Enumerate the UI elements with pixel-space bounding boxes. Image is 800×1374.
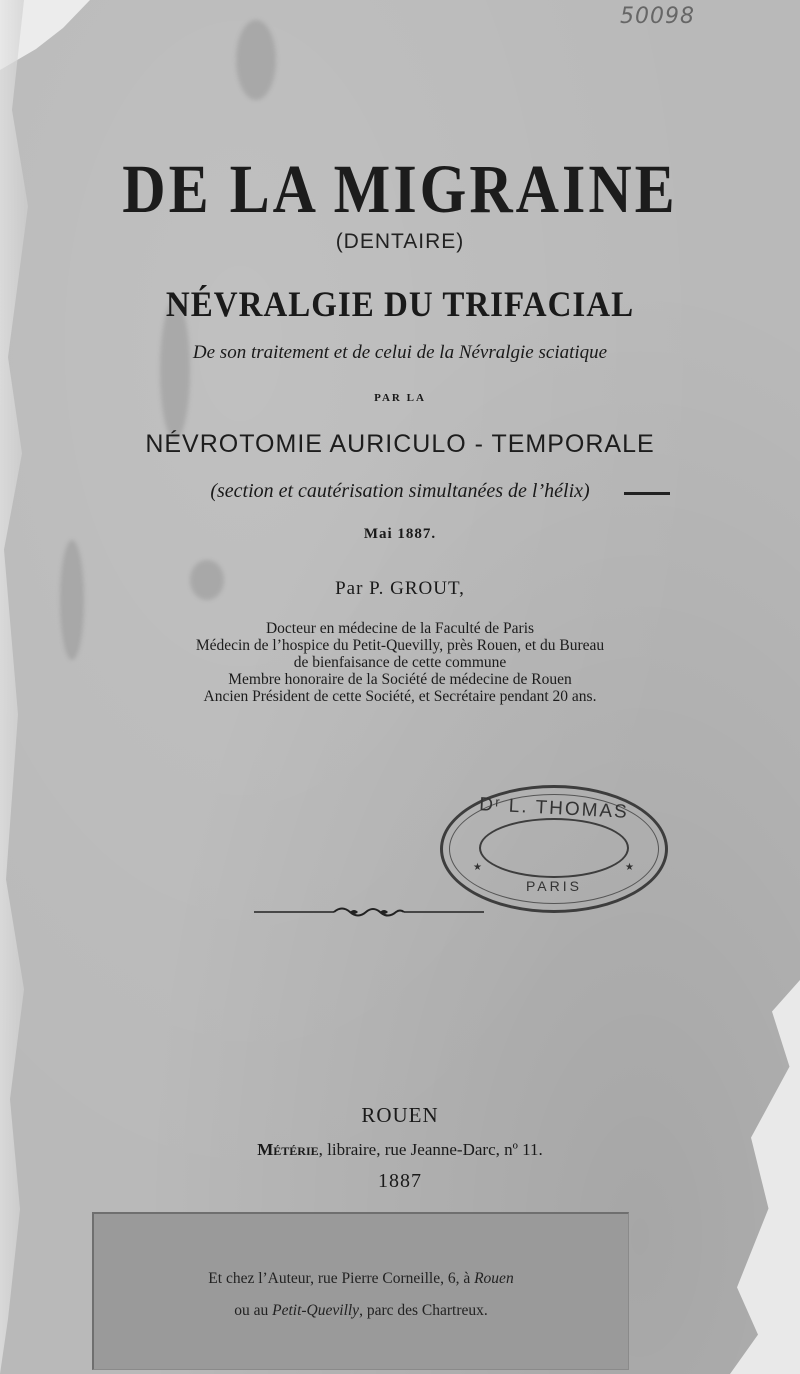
label-text: ou au bbox=[234, 1302, 273, 1319]
credential-line: Ancien Président de cette Société, et Secrétaire pendant 20 ans. bbox=[203, 688, 597, 705]
library-stamp bbox=[440, 785, 668, 913]
credential-line: Membre honoraire de la Société de médecine de Rouen bbox=[228, 671, 572, 688]
credential-line: de bienfaisance de cette commune bbox=[293, 654, 507, 671]
dash-mark bbox=[624, 492, 670, 495]
pasted-label bbox=[92, 1212, 629, 1370]
ornament-divider-icon bbox=[254, 903, 484, 921]
star-icon: ★ bbox=[625, 862, 634, 873]
credential-line: Médecin de l’hospice du Petit-Quevilly, près Rouen, et du Bureau bbox=[195, 637, 605, 654]
stain bbox=[236, 20, 276, 100]
star-icon: ★ bbox=[473, 862, 482, 873]
par-la-line: PAR LA bbox=[374, 392, 426, 404]
stamp-bottom-text: PARIS bbox=[526, 878, 582, 894]
author-line: Par P. GROUT, bbox=[335, 578, 465, 599]
stamp-center-oval bbox=[479, 818, 629, 878]
publication-year: 1887 bbox=[378, 1170, 422, 1192]
label-line-2 bbox=[94, 1302, 628, 1320]
main-title: DE LA MIGRAINE bbox=[122, 151, 678, 228]
label-text: Et chez l’Auteur, rue Pierre Corneille, 6, à bbox=[208, 1270, 475, 1287]
second-heading: NÉVRALGIE DU TRIFACIAL bbox=[165, 285, 635, 325]
stamp-top-text: Dʳ L. THOMAS bbox=[478, 794, 630, 823]
label-text-italic: Petit-Quevilly bbox=[272, 1302, 360, 1319]
label-text: , parc des Chartreux. bbox=[359, 1302, 488, 1319]
subtitle: (DENTAIRE) bbox=[335, 230, 465, 253]
publisher-line bbox=[0, 1140, 800, 1160]
third-heading: NÉVROTOMIE AURICULO - TEMPORALE bbox=[145, 430, 655, 458]
section-line: (section et cautérisation simultanées de l’hélix) bbox=[210, 480, 590, 502]
publisher-address: , libraire, rue Jeanne-Darc, nº 11. bbox=[318, 1140, 543, 1159]
label-text-italic: Rouen bbox=[474, 1270, 514, 1287]
author-credentials bbox=[0, 620, 800, 705]
label-line-1 bbox=[94, 1270, 628, 1288]
date-line: Mai 1887. bbox=[363, 526, 437, 542]
publisher-name: Métérie bbox=[257, 1140, 319, 1159]
treatment-line: De son traitement et de celui de la Névralgie sciatique bbox=[192, 342, 608, 363]
credential-line: Docteur en médecine de la Faculté de Paris bbox=[265, 620, 535, 637]
place-of-publication: ROUEN bbox=[361, 1103, 439, 1127]
shelfmark: 50098 bbox=[620, 4, 695, 29]
